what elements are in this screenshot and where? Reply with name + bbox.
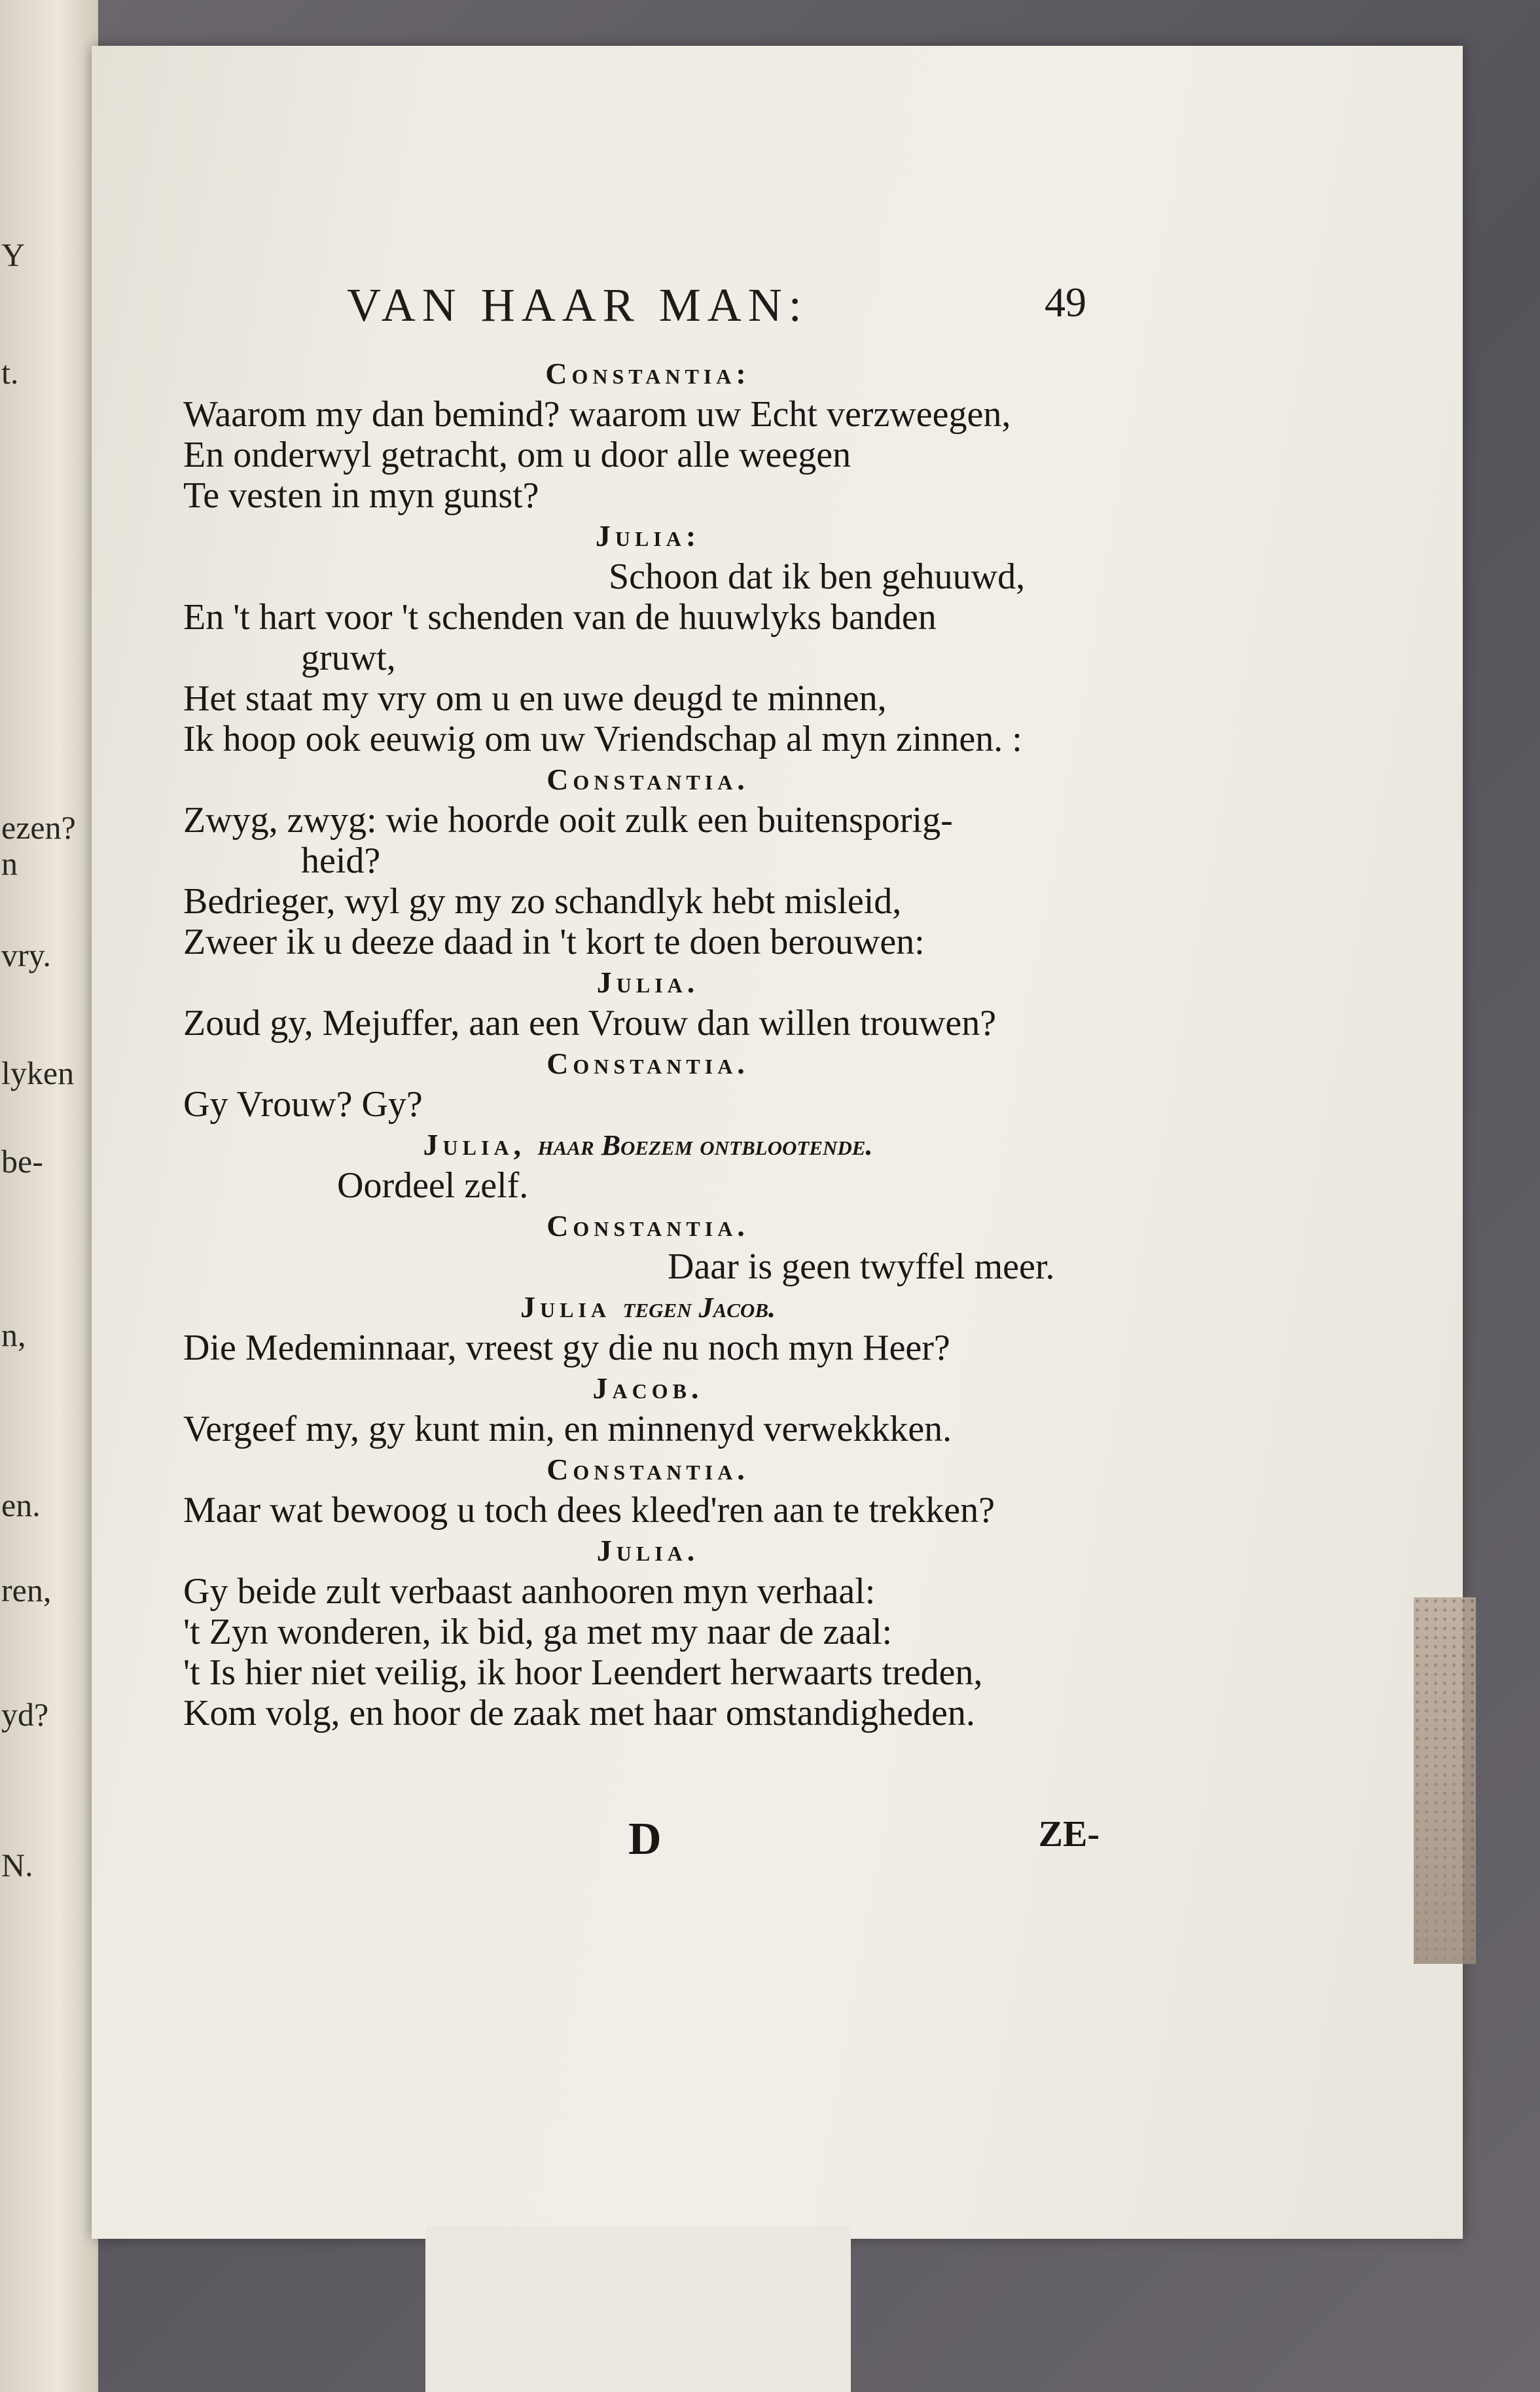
facing-page-fragment: ren, bbox=[1, 1572, 52, 1608]
facing-page-fragment: n bbox=[1, 845, 18, 882]
speaker-heading: Constantia. bbox=[546, 763, 749, 796]
verse-line: Het staat my vry om u en uwe deugd te minnen, bbox=[183, 678, 887, 719]
page-edge-stain bbox=[1414, 1597, 1476, 1964]
stage-direction: tegen Jacob. bbox=[622, 1292, 776, 1324]
facing-page-fragment: Y bbox=[1, 236, 26, 273]
facing-page-fragment: en. bbox=[1, 1487, 41, 1523]
facing-page-fragment: be- bbox=[1, 1143, 43, 1180]
speaker-heading: Constantia. bbox=[546, 1047, 749, 1080]
signature-mark: D bbox=[628, 1814, 662, 1864]
verse-line: Die Medeminnaar, vreest gy die nu noch myn Heer? bbox=[183, 1328, 950, 1368]
verse-line: Bedrieger, wyl gy my zo schandlyk hebt misleid, bbox=[183, 881, 902, 922]
verse-line: Zoud gy, Mejuffer, aan een Vrouw dan willen trouwen? bbox=[183, 1003, 997, 1043]
speaker-heading: Julia: bbox=[595, 519, 701, 553]
lower-page-strip bbox=[425, 2226, 851, 2392]
verse-line: 't Is hier niet veilig, ik hoor Leendert herwaarts treden, bbox=[183, 1652, 983, 1693]
facing-page-fragment: yd? bbox=[1, 1696, 49, 1733]
page-footer bbox=[628, 1813, 1100, 1866]
speaker-heading: Constantia. bbox=[546, 1453, 749, 1486]
catchword: ZE- bbox=[1038, 1814, 1100, 1855]
verse-line: Zweer ik u deeze daad in 't kort te doen berouwen: bbox=[183, 922, 925, 962]
speaker-heading: Constantia. bbox=[546, 1209, 749, 1242]
verse-line: Ik hoop ook eeuwig om uw Vriendschap al myn zinnen. : bbox=[183, 719, 1022, 759]
verse-line: gruwt, bbox=[301, 638, 396, 678]
verse-line: En onderwyl getracht, om u door alle weegen bbox=[183, 435, 851, 475]
facing-page-edge bbox=[0, 0, 98, 2392]
speaker-heading: Jacob. bbox=[592, 1371, 704, 1405]
running-head: VAN HAAR MAN: bbox=[347, 279, 808, 331]
facing-page-fragment: ezen? bbox=[1, 809, 76, 846]
speaker-heading: Constantia: bbox=[545, 357, 751, 390]
play-text bbox=[183, 353, 1113, 1733]
page-header bbox=[347, 278, 1086, 350]
verse-line: Vergeef my, gy kunt min, en minnenyd verwekkken. bbox=[183, 1409, 952, 1449]
verse-line: Gy Vrouw? Gy? bbox=[183, 1084, 423, 1125]
verse-line: Zwyg, zwyg: wie hoorde ooit zulk een buitensporig- bbox=[183, 800, 953, 841]
verse-line: Oordeel zelf. bbox=[337, 1165, 529, 1206]
facing-page-fragment: lyken bbox=[1, 1055, 75, 1091]
facing-page-fragment: vry. bbox=[1, 937, 51, 973]
verse-line: Daar is geen twyffel meer. bbox=[668, 1246, 1055, 1287]
page-number: 49 bbox=[1045, 279, 1086, 325]
verse-line: Maar wat bewoog u toch dees kleed'ren aan te trekken? bbox=[183, 1490, 995, 1531]
verse-line: 't Zyn wonderen, ik bid, ga met my naar de zaal: bbox=[183, 1612, 893, 1652]
facing-page-fragment: t. bbox=[1, 354, 19, 391]
speaker-heading: Julia. bbox=[596, 966, 700, 999]
verse-line: Waarom my dan bemind? waarom uw Echt verzweegen, bbox=[183, 394, 1011, 435]
speaker-heading: Julia. bbox=[596, 1534, 700, 1567]
speaker-heading: Julia tegen Jacob. bbox=[520, 1290, 776, 1324]
verse-line: Kom volg, en hoor de zaak met haar omstandigheden. bbox=[183, 1693, 975, 1733]
stage-direction: haar Boezem ontblootende. bbox=[537, 1129, 873, 1161]
verse-line: Te vesten in myn gunst? bbox=[183, 475, 539, 516]
facing-page-fragment: n, bbox=[1, 1316, 26, 1353]
facing-page-fragment: N. bbox=[1, 1847, 33, 1883]
verse-line: Schoon dat ik ben gehuuwd, bbox=[609, 556, 1026, 597]
speaker-heading: Julia, haar Boezem ontblootende. bbox=[423, 1128, 873, 1161]
verse-line: heid? bbox=[301, 841, 381, 881]
verse-line: En 't hart voor 't schenden van de huuwlyks banden bbox=[183, 597, 937, 638]
verse-line: Gy beide zult verbaast aanhooren myn verhaal: bbox=[183, 1571, 876, 1612]
